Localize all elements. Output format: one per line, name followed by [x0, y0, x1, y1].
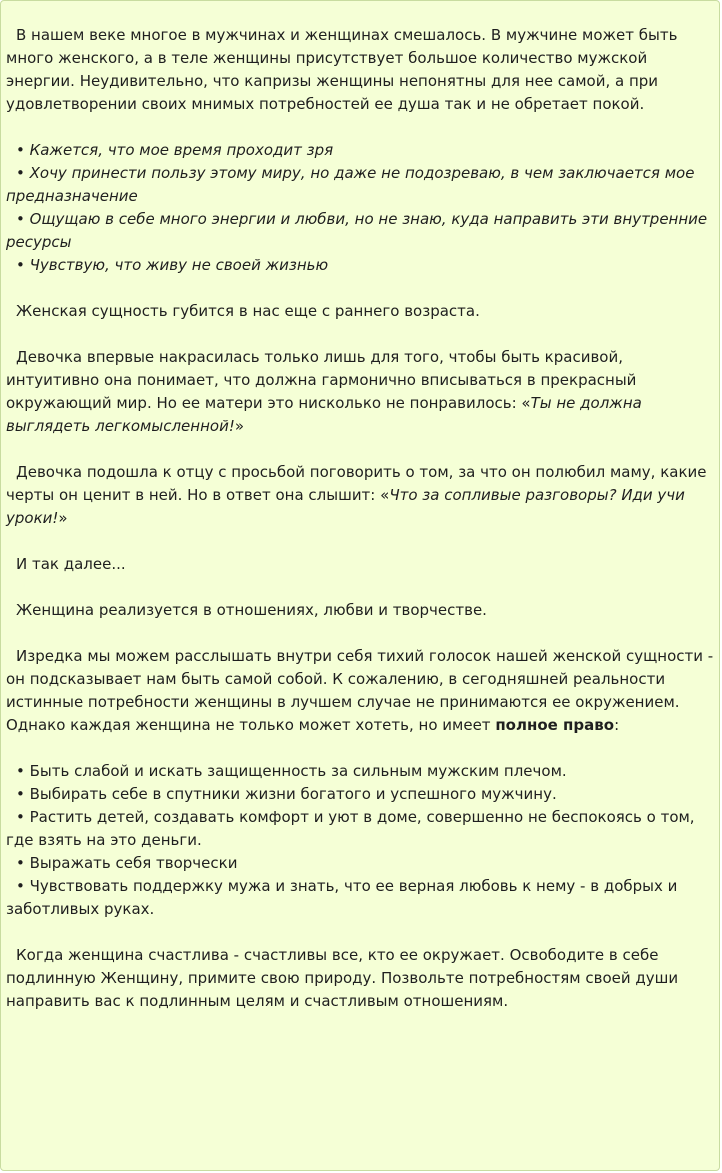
full-right-emphasis: полное право — [495, 716, 615, 734]
father-paragraph: Девочка подошла к отцу с просьбой поговорить о том, за что он полюбил маму, какие черты он ценит в ней. Но в ответ она слышит: «Что за сопливые разговоры? Иди учи уроки!» — [6, 463, 707, 527]
rights-item-5: • Чувствовать поддержку мужа и знать, что ее верная любовь к нему - в добрых и заботливых руках. — [6, 877, 678, 918]
intro-paragraph: В нашем веке многое в мужчинах и женщинах смешалось. В мужчине может быть много женского, а в теле женщины присутствует большое количество мужской энергии. Неудивительно, что капризы женщины непонятны для нее самой, а при удовлетворении своих мнимых потребностей ее душа так и не обретает покой. — [6, 26, 678, 113]
mother-quote: Ты не должна выглядеть легкомысленной! — [6, 394, 642, 435]
father-quote: Что за сопливые разговоры? Иди учи уроки! — [6, 486, 685, 527]
rights-intro-paragraph: Изредка мы можем расслышать внутри себя тихий голосок нашей женской сущности - он подсказывает нам быть самой собой. К сожалению, в сегодняшней реальности истинные потребности женщины в лучшем случае не принимаются ее окружением. Однако каждая женщина не только может хотеть, но имеет полное право: — [6, 647, 714, 734]
feelings-item-3: • Ощущаю в себе много энергии и любви, но не знаю, куда направить эти внутренние ресурсы — [6, 210, 708, 251]
feelings-item-4: • Чувствую, что живу не своей жизнью — [16, 256, 329, 274]
realization-paragraph: Женщина реализуется в отношениях, любви и творчестве. — [16, 601, 487, 619]
rights-item-2: • Выбирать себе в спутники жизни богатого и успешного мужчину. — [16, 785, 557, 803]
rights-item-4: • Выражать себя творчески — [16, 854, 238, 872]
rights-item-1: • Быть слабой и искать защищенность за сильным мужским плечом. — [16, 762, 567, 780]
feelings-item-1: • Кажется, что мое время проходит зря — [16, 141, 334, 159]
mother-paragraph: Девочка впервые накрасилась только лишь для того, чтобы быть красивой, интуитивно она понимает, что должна гармонично вписываться в прекрасный окружающий мир. Но ее матери это нисколько не понравилось: «Ты не должна выглядеть легкомысленной!» — [6, 348, 642, 435]
closing-paragraph: Когда женщина счастлива - счастливы все, кто ее окружает. Освободите в себе подлинную Женщину, примите свою природу. Позвольте потребностям своей души направить вас к подлинным целям и счастливым отношениям. — [6, 946, 679, 1010]
and-so-on-paragraph: И так далее... — [16, 555, 126, 573]
rights-item-3: • Растить детей, создавать комфорт и уют в доме, совершенно не беспокоясь о том, где взять на это деньги. — [6, 808, 695, 849]
essence-paragraph: Женская сущность губится в нас еще с раннего возраста. — [16, 302, 480, 320]
feelings-item-2: • Хочу принести пользу этому миру, но даже не подозреваю, в чем заключается мое предназначение — [6, 164, 695, 205]
article-text — [6, 24, 718, 1013]
